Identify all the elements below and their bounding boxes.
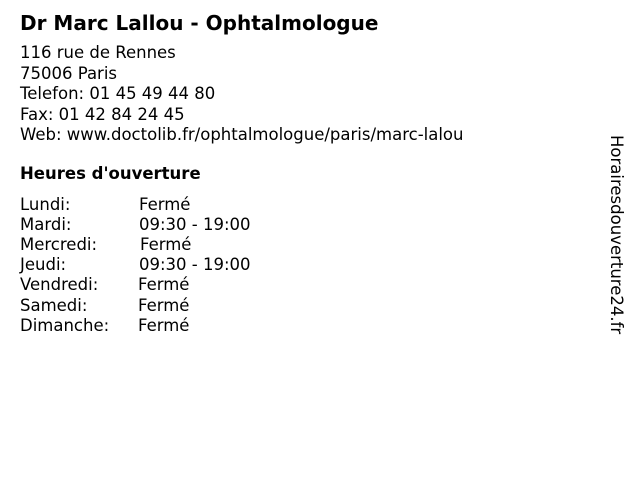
fax-number: Fax: 01 42 84 24 45	[20, 104, 185, 124]
day-hours: Fermé	[138, 275, 190, 295]
day-label: Samedi:	[20, 295, 88, 315]
hours-row-dimanche	[20, 316, 600, 336]
day-hours: Fermé	[138, 295, 190, 315]
hours-table	[20, 195, 600, 336]
website-link[interactable]: Web: www.doctolib.fr/ophtalmologue/paris/marc-lalou	[20, 125, 464, 144]
day-label: Mercredi:	[20, 234, 98, 254]
hours-row-samedi	[20, 296, 600, 316]
day-label: Dimanche:	[20, 315, 110, 335]
day-hours: Fermé	[140, 234, 192, 254]
page-title: Dr Marc Lallou - Ophtalmologue	[20, 11, 379, 35]
hours-heading: Heures d'ouverture	[20, 163, 201, 183]
day-label: Mardi:	[20, 214, 72, 234]
watermark-text: Horairesdouverture24.fr	[607, 135, 626, 335]
day-hours: Fermé	[139, 194, 191, 214]
day-hours: Fermé	[138, 315, 190, 335]
day-label: Vendredi:	[20, 275, 99, 295]
address-city: 75006 Paris	[20, 63, 118, 83]
day-hours: 09:30 - 19:00	[139, 214, 251, 234]
contact-block	[20, 43, 600, 146]
address-street: 116 rue de Rennes	[20, 43, 176, 62]
phone-number: Telefon: 01 45 49 44 80	[20, 84, 216, 103]
day-label: Lundi:	[20, 194, 71, 214]
day-label: Jeudi:	[20, 255, 67, 275]
hours-row-mardi	[20, 215, 600, 235]
hours-row-lundi	[20, 195, 600, 215]
hours-row-jeudi	[20, 255, 600, 275]
hours-row-mercredi	[20, 235, 600, 255]
hours-row-vendredi	[20, 275, 600, 295]
day-hours: 09:30 - 19:00	[139, 255, 251, 275]
business-card	[20, 10, 600, 336]
